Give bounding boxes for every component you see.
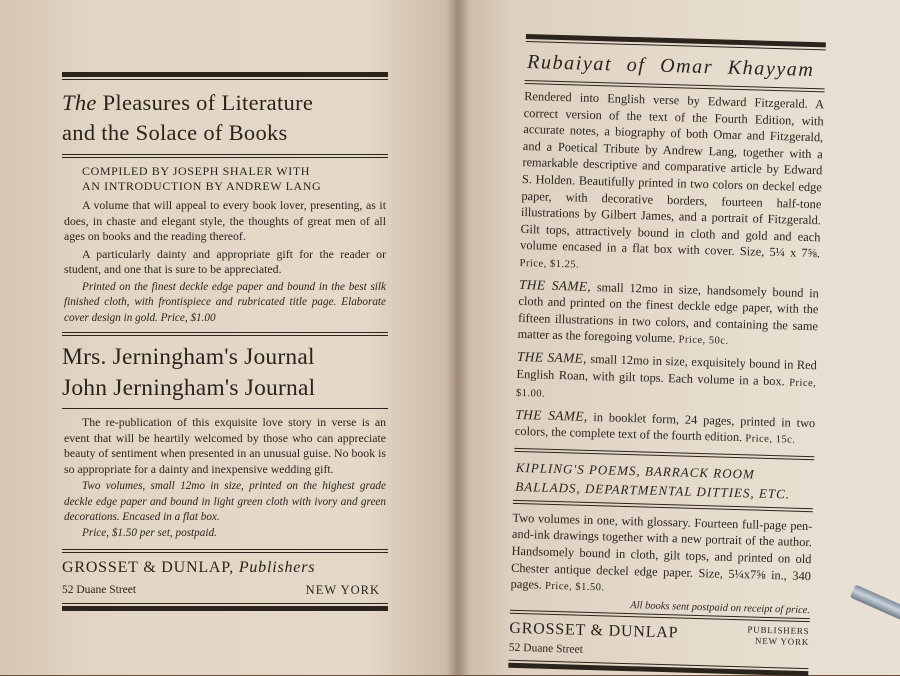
publisher-line <box>62 557 388 579</box>
footer-rule <box>62 549 388 553</box>
journal-price: Price, $1.50 per set, postpaid. <box>82 526 217 539</box>
the-same-label: THE SAME, <box>516 348 588 366</box>
book-gutter <box>446 0 470 675</box>
the-same-label: THE SAME, <box>518 276 592 294</box>
edition-3-text: small 12mo in size, exquisitely bound in Red English Roan, with gilt tops. Each volume in a box. <box>516 351 818 388</box>
publisher-name: GROSSET & DUNLAP <box>509 619 679 642</box>
rubaiyat-edition-4 <box>515 407 816 451</box>
publisher-block <box>747 624 810 648</box>
kipling-title: KIPLING'S POEMS, BARRACK ROOM BALLADS, DEPARTMENTAL DITTIES, ETC. <box>515 459 791 502</box>
pleasures-binding-price: Printed on the finest deckle edge paper and bound in the best silk finished cloth, with frontispiece and rubricated title page. Elaborate cover design in gold. Price, $1.00 <box>64 280 386 324</box>
edition-3-price: Price, $1.00. <box>515 376 817 400</box>
rubaiyat-title: Rubaiyat of Omar Khayyam <box>526 51 815 82</box>
right-page-content <box>508 34 826 676</box>
compiled-line1: COMPILED BY JOSEPH SHALER WITH <box>82 164 311 178</box>
rubaiyat-edition-3 <box>516 349 817 411</box>
section-rule <box>62 408 388 409</box>
rubaiyat-price: Price, $1.25. <box>519 257 580 271</box>
the-same-label: THE SAME, <box>515 406 588 424</box>
pleasures-description: A volume that will appeal to every book lover, presenting, as it does, in chaste and elegant style, the thoughts of great men of all ages on books and the reading thereof. <box>64 198 386 243</box>
rubaiyat-edition-2 <box>517 276 819 353</box>
publisher-name: GROSSET & DUNLAP, <box>62 559 234 576</box>
street-address: 52 Duane Street <box>62 584 137 596</box>
rubaiyat-description <box>519 88 824 281</box>
rubaiyat-body: Rendered into English verse by Edward Fitzgerald. A correct version of the text of the Fourth Edition, with accurate notes, a biography of both Omar and Fitzgerald, and a Poetical Tribute by Andrew Lang, together with a remarkable descriptive and comparative article by Edward S. Holden. Beautifully printed in two colors on deckel edge paper, with decorative borders, fourteen half-tone illustrations by Gilbert James, and a portrait of Fitzgerald. Gilt tops, attractively bound in cloth and gold and each volume encased in a flat box with cover. Size, 5¼ x 7⅝. <box>519 88 825 261</box>
city-name: NEW YORK <box>305 583 380 597</box>
section-rule <box>62 154 388 158</box>
bottom-rule-thin <box>62 603 388 604</box>
kipling-price: Price, $1.50. <box>544 580 605 594</box>
publishers-word: PUBLISHERS <box>747 624 810 636</box>
journal-binding: Two volumes, small 12mo in size, printed on the highest grade deckle edge paper and bound in light green cloth with ivory and green decorations. Encased in a flat box. <box>64 480 386 523</box>
pleasures-gift-note: A particularly dainty and appropriate gift for the reader or student, and one that is sure to be appreciated. <box>64 246 386 276</box>
book-title-pleasures-line1 <box>62 88 388 118</box>
compiled-by-block <box>82 164 380 194</box>
edition-2-price: Price, 50c. <box>678 334 729 348</box>
top-rule-thin <box>62 79 388 80</box>
city-name: NEW YORK <box>754 635 810 647</box>
left-page-content <box>62 72 388 611</box>
journal-description: The re-publication of this exquisite love story in verse is an event that will be heartily welcomed by those who can appreciate beauty of sentiment when presented in an unusual guise. No book is so appropriate for a dainty and inexpensive wedding gift. <box>64 415 386 476</box>
title-the: The <box>62 90 97 115</box>
top-rule <box>62 72 388 77</box>
edition-4-price: Price, 15c. <box>745 433 796 446</box>
book-title-pleasures-line2: and the Solace of Books <box>62 120 288 145</box>
kipling-description <box>510 510 812 603</box>
bottom-rule <box>62 606 388 611</box>
section-rule <box>62 332 388 336</box>
compiled-line2: AN INTRODUCTION BY ANDREW LANG <box>82 179 322 193</box>
street-address: 52 Duane Street <box>508 641 584 656</box>
kipling-body: Two volumes in one, with glossary. Fourteen full-page pen-and-ink drawings together with a new portrait of the author. Handsomely bound in cloth, gilt tops, and printed on old Chester antique deckel edge paper. Size, 5¼x7⅝ in., 340 pages. <box>510 510 813 592</box>
journal-title-mrs: Mrs. Jerningham's Journal <box>62 344 315 370</box>
publishers-word: Publishers <box>238 559 316 576</box>
journal-title-john: John Jerningham's Journal <box>62 375 316 401</box>
title-line1-rest: Pleasures of Literature <box>96 90 314 115</box>
edition-2-text: small 12mo in size, handsomely bound in cloth and printed on the finest deckle edge paper, with the fifteen illustrations in two colors, and containing the same matter as the foregoing volume. <box>517 279 820 346</box>
postpaid-note: All books sent postpaid on receipt of price. <box>630 599 811 616</box>
address-line <box>62 581 380 599</box>
edition-4-text: in booklet form, 24 pages, printed in two colors, the complete text of the fourth edition. <box>514 409 816 445</box>
